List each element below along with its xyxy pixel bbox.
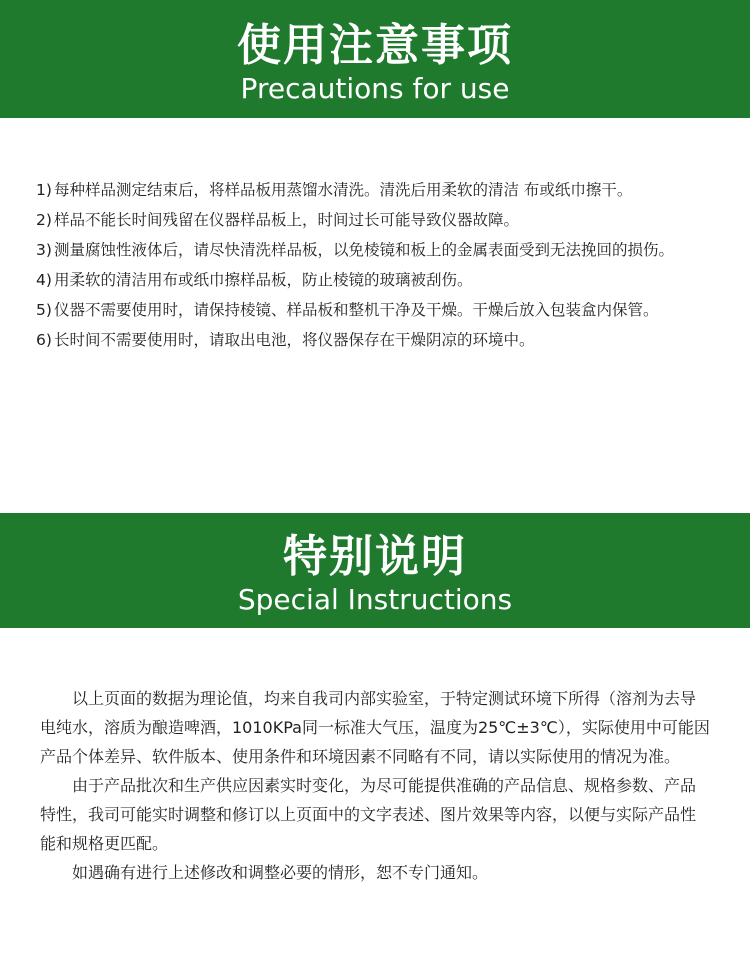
precaution-number: 4) — [36, 271, 52, 289]
precaution-number: 6) — [36, 331, 52, 349]
special-title-en: Special Instructions — [237, 583, 513, 616]
precaution-item — [36, 298, 736, 323]
precautions-banner — [0, 0, 750, 118]
special-instructions-body — [40, 684, 710, 887]
precaution-number: 3) — [36, 241, 52, 259]
precaution-text: 仪器不需要使用时，请保持棱镜、样品板和整机干净及干燥。干燥后放入包装盒内保管。 — [54, 301, 659, 319]
special-paragraph: 由于产品批次和生产供应因素实时变化，为尽可能提供准确的产品信息、规格参数、产品特性，我司可能实时调整和修订以上页面中的文字表述、图片效果等内容，以便与实际产品性能和规格更匹配。 — [40, 776, 697, 853]
precaution-text: 用柔软的清洁用布或纸巾擦样品板，防止棱镜的玻璃被刮伤。 — [54, 271, 473, 289]
precautions-list — [36, 178, 736, 358]
special-paragraph: 以上页面的数据为理论值，均来自我司内部实验室，于特定测试环境下所得（溶剂为去导电纯水，溶质为酿造啤酒，1010KPa同一标准大气压，温度为25℃±3℃），实际使用中可能因产品个体差异、软件版本、使用条件和环境因素不同略有不同，请以实际使用的情况为准。 — [40, 689, 710, 766]
precaution-text: 测量腐蚀性液体后，请尽快清洗样品板，以免棱镜和板上的金属表面受到无法挽回的损伤。 — [54, 241, 675, 259]
precaution-text: 每种样品测定结束后，将样品板用蒸馏水清洗。清洗后用柔软的清洁 布或纸巾擦干。 — [54, 181, 633, 199]
precaution-item — [36, 238, 736, 263]
precautions-title-en: Precautions for use — [240, 72, 510, 105]
precaution-item — [36, 268, 736, 293]
precaution-text: 样品不能长时间残留在仪器样品板上，时间过长可能导致仪器故障。 — [54, 211, 520, 229]
precaution-number: 2) — [36, 211, 52, 229]
precautions-title-cn: 使用注意事项 — [237, 20, 513, 71]
precaution-text: 长时间不需要使用时，请取出电池，将仪器保存在干燥阴凉的环境中。 — [54, 331, 535, 349]
precaution-number: 1) — [36, 181, 52, 199]
special-instructions-banner — [0, 513, 750, 628]
precaution-item — [36, 328, 736, 353]
precaution-item — [36, 178, 736, 203]
precaution-item — [36, 208, 736, 233]
precaution-number: 5) — [36, 301, 52, 319]
special-title-cn: 特别说明 — [283, 531, 467, 582]
special-paragraph: 如遇确有进行上述修改和调整必要的情形，恕不专门通知。 — [72, 863, 489, 882]
